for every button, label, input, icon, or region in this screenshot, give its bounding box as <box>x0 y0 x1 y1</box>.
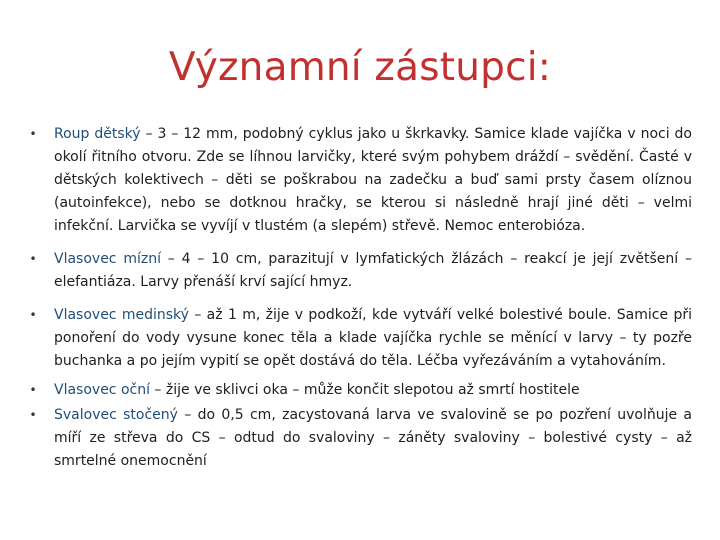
bullet-icon: • <box>29 127 37 141</box>
description-svalovec-stoceny: – do 0,5 cm, zacystovaná larva ve svalovině se po pozření uvolňuje a míří ze střeva do CS – odtud do svaloviny – záněty svaloviny – bolestivé cysty – až smrtelné onemocnění <box>54 407 692 469</box>
description-roup-detsky: – 3 – 12 mm, podobný cyklus jako u škrkavky. Samice klade vajíčka v noci do okolí řitního otvoru. Zde se líhnou larvičky, které svým pohybem dráždí – svědění. Časté v dětských kolektivech – děti se poškrabou na zadečku a buď sami prsty časem olíznou (autoinfekce), nebo se dotknou hračky, se kterou si následně hrají jiné děti – velmi infekční. Larvička se vyvíjí v tlustém (a slepém) střevě. Nemoc enterobióza. <box>54 126 692 234</box>
description-vlasovec-ocni: – žije ve sklivci oka – může končit slepotou až smrtí hostitele <box>149 382 580 398</box>
list-item-vlasovec-ocni <box>28 379 692 402</box>
list-item-svalovec-stoceny <box>28 404 692 473</box>
term-vlasovec-mizni: Vlasovec mízní <box>54 251 161 267</box>
description-vlasovec-medinsky: – až 1 m, žije v podkoží, kde vytváří velké bolestivé boule. Samice při ponoření do vody vysune konec těla a klade vajíčka rychle se měnící v larvy – ty pozře buchanka a po jejím vypití se opět dostává do těla. Léčba vyřezáváním a vytahováním. <box>54 307 692 369</box>
slide-title: Významní zástupci: <box>168 45 552 90</box>
list-item-vlasovec-mizni <box>28 248 692 294</box>
term-vlasovec-medinsky: Vlasovec medinský <box>54 307 189 323</box>
term-svalovec-stoceny: Svalovec stočený <box>54 407 178 423</box>
term-roup-detsky: Roup dětský <box>54 126 141 142</box>
bullet-icon: • <box>29 308 37 322</box>
bullet-icon: • <box>29 408 37 422</box>
term-vlasovec-ocni: Vlasovec oční <box>54 382 150 398</box>
list-item-roup-detsky <box>28 123 692 238</box>
bullet-icon: • <box>29 252 37 266</box>
parasite-list <box>28 123 692 473</box>
description-vlasovec-mizni: – 4 – 10 cm, parazitují v lymfatických žlázách – reakcí je její zvětšení – elefantiáza. Larvy přenáší krví sající hmyz. <box>54 251 692 290</box>
list-item-vlasovec-medinsky <box>28 304 692 373</box>
bullet-icon: • <box>29 383 37 397</box>
